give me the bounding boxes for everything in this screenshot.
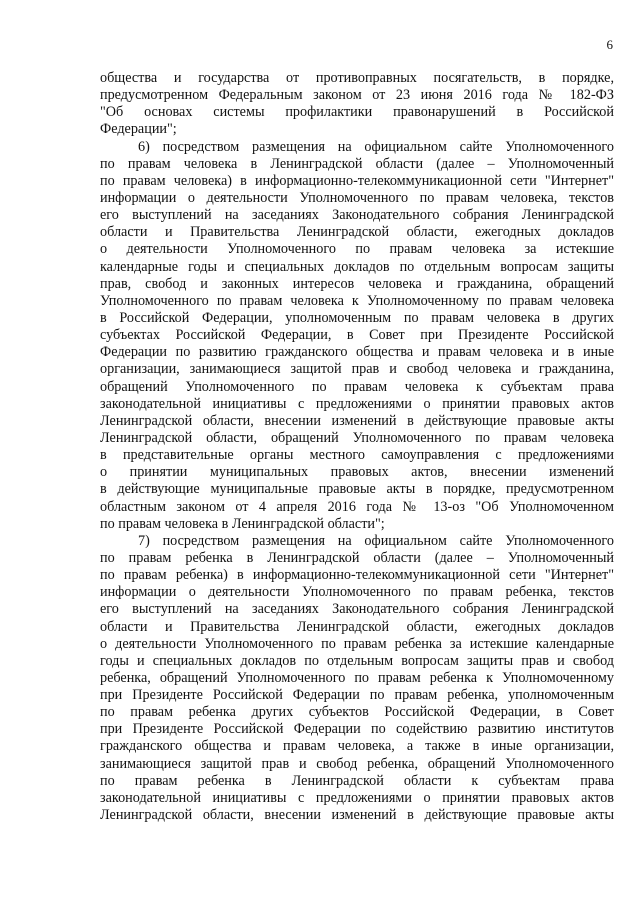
text-line: области и Правительства Ленинградской области, ежегодных докладов — [100, 618, 614, 635]
text-line: Федерации"; — [100, 121, 177, 138]
body-text — [100, 70, 614, 824]
text-line: 6) посредством размещения на официальном сайте Уполномоченного — [138, 138, 614, 155]
text-line: информации о деятельности Уполномоченного по правам человека, текстов — [100, 189, 614, 206]
text-line: законодательной инициативы с предложениями о принятии правовых актов — [100, 395, 614, 412]
text-line: в Российской Федерации, уполномоченным по правам человека в других — [100, 309, 614, 326]
text-line: "Об основах системы профилактики правонарушений в Российской — [100, 104, 614, 121]
text-line: области и Правительства Ленинградской области, ежегодных докладов — [100, 224, 614, 241]
text-line: Ленинградской области, обращений Уполномоченного по правам человека — [100, 429, 614, 446]
text-line: по правам ребенка других субъектов Российской Федерации, в Совет — [100, 704, 614, 721]
text-line: Ленинградской области, внесении изменений в действующие правовые акты — [100, 412, 614, 429]
text-line: гражданского общества и правам человека, а также в иные организации, — [100, 738, 614, 755]
text-line: организации, занимающиеся защитой прав и свобод человека и гражданина, — [100, 361, 614, 378]
text-line: по правам человека в Ленинградской области (далее – Уполномоченный — [100, 155, 614, 172]
text-line: занимающиеся защитой прав и свобод ребенка, обращений Уполномоченного — [100, 755, 614, 772]
text-line: по правам человека) в информационно-телекоммуникационной сети "Интернет" — [100, 172, 614, 189]
text-line: по правам ребенка) в информационно-телекоммуникационной сети "Интернет" — [100, 567, 614, 584]
text-line: законодательной инициативы с предложениями о принятии правовых актов — [100, 789, 614, 806]
text-line: по правам ребенка в Ленинградской области к субъектам права — [100, 772, 614, 789]
text-line: о деятельности Уполномоченного по правам человека за истекшие — [100, 241, 614, 258]
text-line: ребенка, обращений Уполномоченного по правам ребенка к Уполномоченному — [100, 669, 614, 686]
text-line: при Президенте Российской Федерации по правам ребенка, уполномоченным — [100, 687, 614, 704]
text-line: Ленинградской области, внесении изменений в действующие правовые акты — [100, 807, 614, 824]
text-line: прав, свобод и законных интересов человека и гражданина, обращений — [100, 275, 614, 292]
text-line: субъектах Российской Федерации, в Совет при Президенте Российской — [100, 327, 614, 344]
text-line: по правам ребенка в Ленинградской области (далее – Уполномоченный — [100, 549, 614, 566]
page-number: 6 — [606, 37, 613, 52]
text-line: областным законом от 4 апреля 2016 года № 13-оз "Об Уполномоченном — [100, 498, 614, 515]
text-line: его выступлений на заседаниях Законодательного собрания Ленинградской — [100, 207, 614, 224]
text-line: Федерации по развитию гражданского общества и правам человека и в иные — [100, 344, 614, 361]
text-line: о принятии муниципальных правовых актов, внесении изменений — [100, 464, 614, 481]
text-line: Уполномоченного по правам человека к Уполномоченному по правам человека — [100, 292, 614, 309]
text-line: годы и специальных докладов по отдельным вопросам защиты прав и свобод — [100, 652, 614, 669]
text-line: по правам человека в Ленинградской области"; — [100, 515, 385, 532]
text-line: его выступлений на заседаниях Законодательного собрания Ленинградской — [100, 601, 614, 618]
text-line: обращений Уполномоченного по правам человека к субъектам права — [100, 378, 614, 395]
text-line: в представительные органы местного самоуправления с предложениями — [100, 447, 614, 464]
text-line: о деятельности Уполномоченного по правам ребенка за истекшие календарные — [100, 635, 614, 652]
text-line: общества и государства от противоправных посягательств, в порядке, — [100, 70, 614, 86]
text-line: в действующие муниципальные правовые акты в порядке, предусмотренном — [100, 481, 614, 498]
text-line: при Президенте Российской Федерации по содействию развитию институтов — [100, 721, 614, 738]
text-line: 7) посредством размещения на официальном сайте Уполномоченного — [138, 532, 614, 549]
text-line: информации о деятельности Уполномоченного по правам ребенка, текстов — [100, 584, 614, 601]
text-line: предусмотренном Федеральным законом от 23 июня 2016 года № 182-ФЗ — [100, 87, 614, 104]
text-line: календарные годы и специальных докладов по отдельным вопросам защиты — [100, 258, 614, 275]
